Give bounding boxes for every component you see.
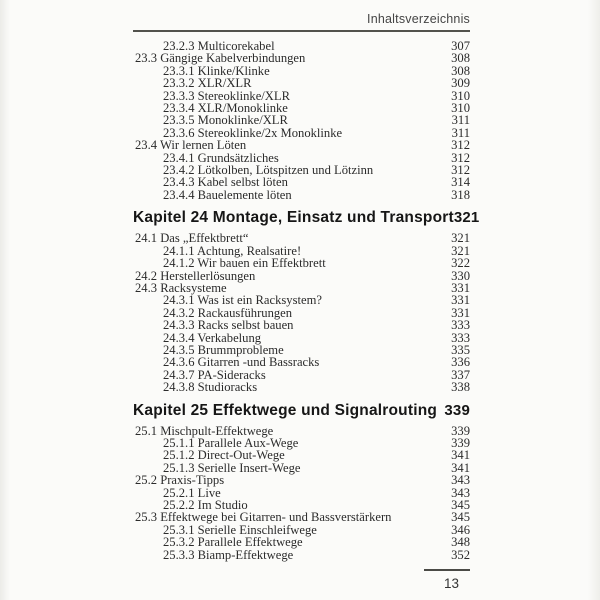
toc-entry-page-number: 339: [451, 423, 470, 438]
toc-entry-page-number: 335: [451, 342, 470, 357]
toc-entry: [133, 449, 470, 461]
toc-entry: [133, 511, 470, 523]
toc-entry-label: 23.3.5 Monoklinke/XLR: [163, 113, 288, 128]
toc-entry-page-number: 312: [451, 163, 470, 178]
toc-entry-label: 25.1.3 Serielle Insert-Wege: [163, 460, 301, 475]
toc-entry-label: 24.3.4 Verkabelung: [163, 330, 262, 345]
toc-entry: [133, 77, 470, 89]
toc-entry-page-number: 322: [451, 256, 470, 271]
toc-entry-label: 23.3.2 XLR/XLR: [163, 76, 252, 91]
toc-entry: [133, 189, 470, 201]
toc-entry-page-number: 336: [451, 355, 470, 370]
toc-entry-label: 23.3.6 Stereoklinke/2x Monoklinke: [163, 125, 343, 140]
toc-entry-label: 23.3.3 Stereoklinke/XLR: [163, 88, 290, 103]
toc-entry-label: 24.1 Das „Effektbrett“: [135, 231, 249, 246]
toc-entry-page-number: 341: [451, 448, 470, 463]
toc-entry-label: 24.3.7 PA-Sideracks: [163, 367, 266, 382]
toc-entry-page-number: 318: [451, 187, 470, 202]
toc-entry: [133, 52, 470, 64]
toc-entry-page-number: 308: [451, 63, 470, 78]
toc-entry-label: 24.3.5 Brummprobleme: [163, 342, 284, 357]
toc-entry-label: 24.3.3 Racks selbst bauen: [163, 318, 294, 333]
toc-entry-label: 23.2.3 Multicorekabel: [163, 39, 275, 53]
toc: [133, 39, 480, 562]
toc-entry-page-number: 331: [451, 293, 470, 308]
toc-entry-page-number: 333: [451, 330, 470, 345]
toc-entry-label: 25.2.1 Live: [163, 485, 221, 500]
toc-entry-label: 24.1.2 Wir bauen ein Effektbrett: [163, 256, 326, 271]
toc-entry: [133, 232, 470, 244]
toc-entry-page-number: 333: [451, 318, 470, 333]
toc-entry-page-number: 311: [451, 125, 470, 140]
toc-entry-label: 23.3.1 Klinke/Klinke: [163, 63, 270, 78]
toc-entry-page-number: 307: [451, 39, 470, 53]
toc-entry-label: 24.3.6 Gitarren -und Bassracks: [163, 355, 320, 370]
toc-entry-page-number: 314: [451, 175, 470, 190]
page-number: 13: [443, 576, 459, 591]
toc-entry: [133, 474, 470, 486]
toc-entry-page-number: 312: [451, 150, 470, 165]
toc-entry-page-number: 310: [451, 88, 470, 103]
chapter-title: Kapitel 25 Effektwege und Signalrouting: [133, 401, 438, 419]
toc-entry-label: 24.3.8 Studioracks: [163, 380, 258, 395]
toc-entry-page-number: 321: [451, 231, 470, 246]
toc-entry-label: 25.3.2 Parallele Effektwege: [163, 535, 303, 550]
toc-entry: [133, 319, 470, 331]
toc-entry-page-number: 348: [451, 535, 470, 550]
toc-entry-label: 24.3.2 Rackausführungen: [163, 305, 293, 320]
toc-entry-label: 25.1 Mischpult-Effektwege: [135, 423, 274, 438]
footer-rule: [424, 569, 470, 571]
toc-entry-label: 25.3 Effektwege bei Gitarren- und Bassverstärkern: [135, 510, 392, 525]
toc-entry-label: 23.3.4 XLR/Monoklinke: [163, 101, 288, 116]
header-title: Inhaltsverzeichnis: [367, 12, 470, 26]
toc-entry: [133, 381, 470, 393]
toc-entry-page-number: 312: [451, 138, 470, 153]
toc-entry: [133, 294, 470, 306]
toc-entry-label: 23.4.1 Grundsätzliches: [163, 150, 279, 165]
toc-entry: [133, 176, 470, 188]
toc-entry-page-number: 345: [451, 498, 470, 512]
chapter-heading: [133, 207, 480, 228]
toc-entry-label: 25.3.1 Serielle Einschleifwege: [163, 522, 317, 537]
chapter-page-number: 321: [453, 209, 480, 227]
toc-entry-label: 23.4.4 Bauelemente löten: [163, 187, 292, 202]
toc-entry-page-number: 343: [451, 473, 470, 488]
toc-entry-label: 24.1.1 Achtung, Realsatire!: [163, 243, 302, 258]
toc-entry-label: 25.3.3 Biamp-Effektwege: [163, 547, 294, 562]
toc-entry-label: 24.3.1 Was ist ein Racksystem?: [163, 293, 322, 308]
toc-entry-page-number: 331: [451, 305, 470, 320]
toc-entry-page-number: 346: [451, 522, 470, 537]
toc-entry-page-number: 338: [451, 380, 470, 395]
toc-entry-label: 25.2.2 Im Studio: [163, 498, 248, 512]
toc-entry-page-number: 311: [451, 113, 470, 128]
toc-entry-label: 23.3 Gängige Kabelverbindungen: [135, 51, 306, 66]
toc-entry-page-number: 337: [451, 367, 470, 382]
toc-entry-page-number: 330: [451, 268, 470, 283]
toc-entry: [133, 139, 470, 151]
toc-entry-page-number: 310: [451, 101, 470, 116]
chapter-title: Kapitel 24 Montage, Einsatz und Transport: [133, 209, 454, 227]
toc-entry-page-number: 352: [451, 547, 470, 562]
toc-entry-label: 24.2 Herstellerlösungen: [135, 268, 256, 283]
toc-entry-label: 23.4.2 Lötkolben, Lötspitzen und Lötzinn: [163, 163, 374, 178]
toc-entry-label: 24.3 Racksysteme: [135, 280, 227, 295]
toc-entry: [133, 257, 470, 269]
toc-entry-page-number: 321: [451, 243, 470, 258]
toc-entry-page-number: 341: [451, 460, 470, 475]
toc-entry: [133, 549, 470, 561]
toc-entry-label: 25.1.2 Direct-Out-Wege: [163, 448, 285, 463]
toc-entry-label: 25.2 Praxis-Tipps: [135, 473, 225, 488]
toc-entry: [133, 356, 470, 368]
toc-entry: [133, 536, 470, 548]
toc-entry-page-number: 345: [451, 510, 470, 525]
chapter-page-number: 339: [444, 401, 470, 419]
toc-entry-page-number: 339: [451, 435, 470, 450]
chapter-heading: [133, 400, 470, 421]
toc-entry-page-number: 343: [451, 485, 470, 500]
page-content: [133, 12, 480, 562]
toc-entry-label: 25.1.1 Parallele Aux-Wege: [163, 435, 299, 450]
toc-entry-page-number: 309: [451, 76, 470, 91]
toc-entry-label: 23.4 Wir lernen Löten: [135, 138, 247, 153]
running-header: [133, 12, 470, 32]
toc-entry: [133, 114, 470, 126]
toc-entry-page-number: 308: [451, 51, 470, 66]
toc-entry-label: 23.4.3 Kabel selbst löten: [163, 175, 288, 190]
toc-entry-page-number: 331: [451, 280, 470, 295]
